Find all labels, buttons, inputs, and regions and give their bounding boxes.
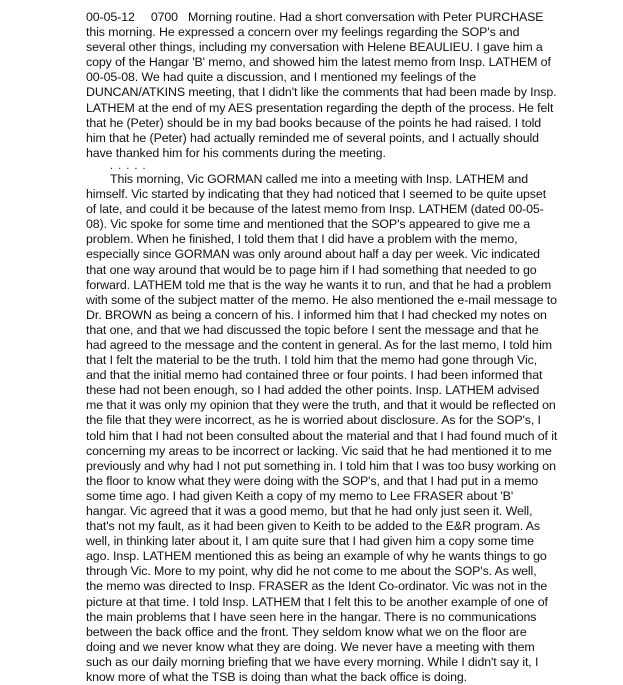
text-line: me that it was only my opinion that they were the truth, and that it would be reflected on xyxy=(86,398,556,413)
text-line: told him that I had not been consulted about the material and that I had found much of it xyxy=(86,428,558,443)
text-line: and that the initial memo had contained three or four points. I had been informed that xyxy=(86,368,543,383)
text-line: DUNCAN/ATKINS meeting, that I didn't like the comments that had been made by Insp. xyxy=(86,85,557,100)
entry-date: 00-05-12 xyxy=(86,10,135,24)
text-line: the memo was directed to Insp. FRASER as the Ident Co-ordinator. Vic was not in the xyxy=(86,579,548,594)
text-line: these had not been enough, so I had added the other points. Insp. LATHEM advised xyxy=(86,383,540,398)
text-line: problem. When he finished, I told them that I did have a problem with the memo, xyxy=(86,232,518,247)
text-line: previously and why had I not put something in. I told him that I was too busy working on xyxy=(86,458,556,473)
text-line: This morning, Vic GORMAN called me into a meeting with Insp. LATHEM and xyxy=(110,171,529,186)
text-line: several other things, including my conversation with Helene BEAULIEU. I gave him a xyxy=(86,40,543,55)
text-line: that I felt the material to be the truth. I told him that the memo had gone through Vic, xyxy=(86,353,538,368)
text-line: doing and we never know what they are doing. We never have a meeting with them xyxy=(86,639,535,654)
text-line-content: Morning routine. Had a short conversation with Peter PURCHASE xyxy=(187,10,544,24)
text-line xyxy=(86,10,591,25)
text-line: some time ago. I had given Keith a copy of my memo to Lee FRASER about 'B' xyxy=(86,488,514,503)
text-line: LATHEM at the end of my AES presentation regarding the depth of the process. He felt xyxy=(86,100,554,115)
text-line: with some of the subject matter of the memo. He also mentioned the e-mail message to xyxy=(86,292,557,307)
text-line: himself. Vic started by indicating that they had noticed that I seemed to be quite upset xyxy=(86,187,547,202)
text-line: Dr. BROWN as being a concern of his. I informed him that I had checked my notes on xyxy=(86,307,547,322)
text-line: that's not my fault, as it had been given to Keith to be added to the E&R program. As xyxy=(86,519,540,534)
text-line: this morning. He expressed a concern over my feelings regarding the SOP's and xyxy=(86,25,520,40)
text-line: know more of what the TSB is doing than what the back office is doing. xyxy=(86,670,468,685)
text-line: forward. LATHEM told me that is the way he wants it to run, and that he had a problem xyxy=(86,277,552,292)
text-line: the main problems that I have seen here in the hangar. There is no communications xyxy=(86,609,537,624)
paragraph-1 xyxy=(86,10,591,161)
text-line: between the back office and the front. They seldom know what we on the floor are xyxy=(86,624,527,639)
text-line: the file that they were incorrect, as he is worried about disclosure. As for the SOP's, I xyxy=(86,413,541,428)
text-line: 00-05-08. We had quite a discussion, and I mentioned my feelings of the xyxy=(86,70,477,85)
text-line: of late, and could it be because of the latest memo from Insp. LATHEM (dated 00-05- xyxy=(86,202,544,217)
text-line: picture at that time. I told Insp. LATHEM that I felt this to be another example of one of xyxy=(86,594,548,609)
entry-time: 0700 xyxy=(150,10,178,24)
text-line: hangar. Vic agreed that it was a good memo, but that he had only just seen it. Well, xyxy=(86,504,533,518)
text-line: that one, and that we had discussed the topic before I sent the message and that he xyxy=(86,322,539,337)
journal-entry xyxy=(86,10,591,685)
text-line: concerning my areas to be incorrect or lacking. Vic said that he had mentioned it to me xyxy=(86,443,552,458)
text-line: such as our daily morning briefing that we have every morning. While I didn't say it, I xyxy=(86,654,539,669)
paragraph-2 xyxy=(86,172,591,685)
text-line: that he (Peter) should be in my bad books because of the points he had raised. I told xyxy=(86,115,542,130)
text-line: him that he (Peter) had actually reminded me of several points, and I actually should xyxy=(86,130,539,145)
text-line: through Vic. More to my point, why did he not come to me about the SOP's. As well, xyxy=(86,564,537,579)
text-line: had agreed to the message and the content in general. As for the last memo, I told him xyxy=(86,337,552,352)
text-line: especially since GORMAN was only around about half a day per week. Vic indicated xyxy=(86,247,540,262)
text-line: the floor to know what they were doing with the SOP's, and that I had put in a memo xyxy=(86,473,539,488)
text-line: copy of the Hangar 'B' memo, and showed him the latest memo from Insp. LATHEM of xyxy=(86,55,551,70)
separator-dots: . . . . . xyxy=(110,159,147,172)
text-line: have thanked him for his comments during the meeting. xyxy=(86,145,386,160)
text-line: well, in thinking later about it, I am quite sure that I had given him a copy some time xyxy=(86,534,534,549)
text-line: ago. Insp. LATHEM mentioned this as being an example of why he wants things to go xyxy=(86,549,547,564)
text-line: 08). Vic spoke for some time and mentioned that the SOP's appeared to give me a xyxy=(86,217,530,232)
text-line: that one way around that would be to page him if I had something that needed to go xyxy=(86,262,537,277)
